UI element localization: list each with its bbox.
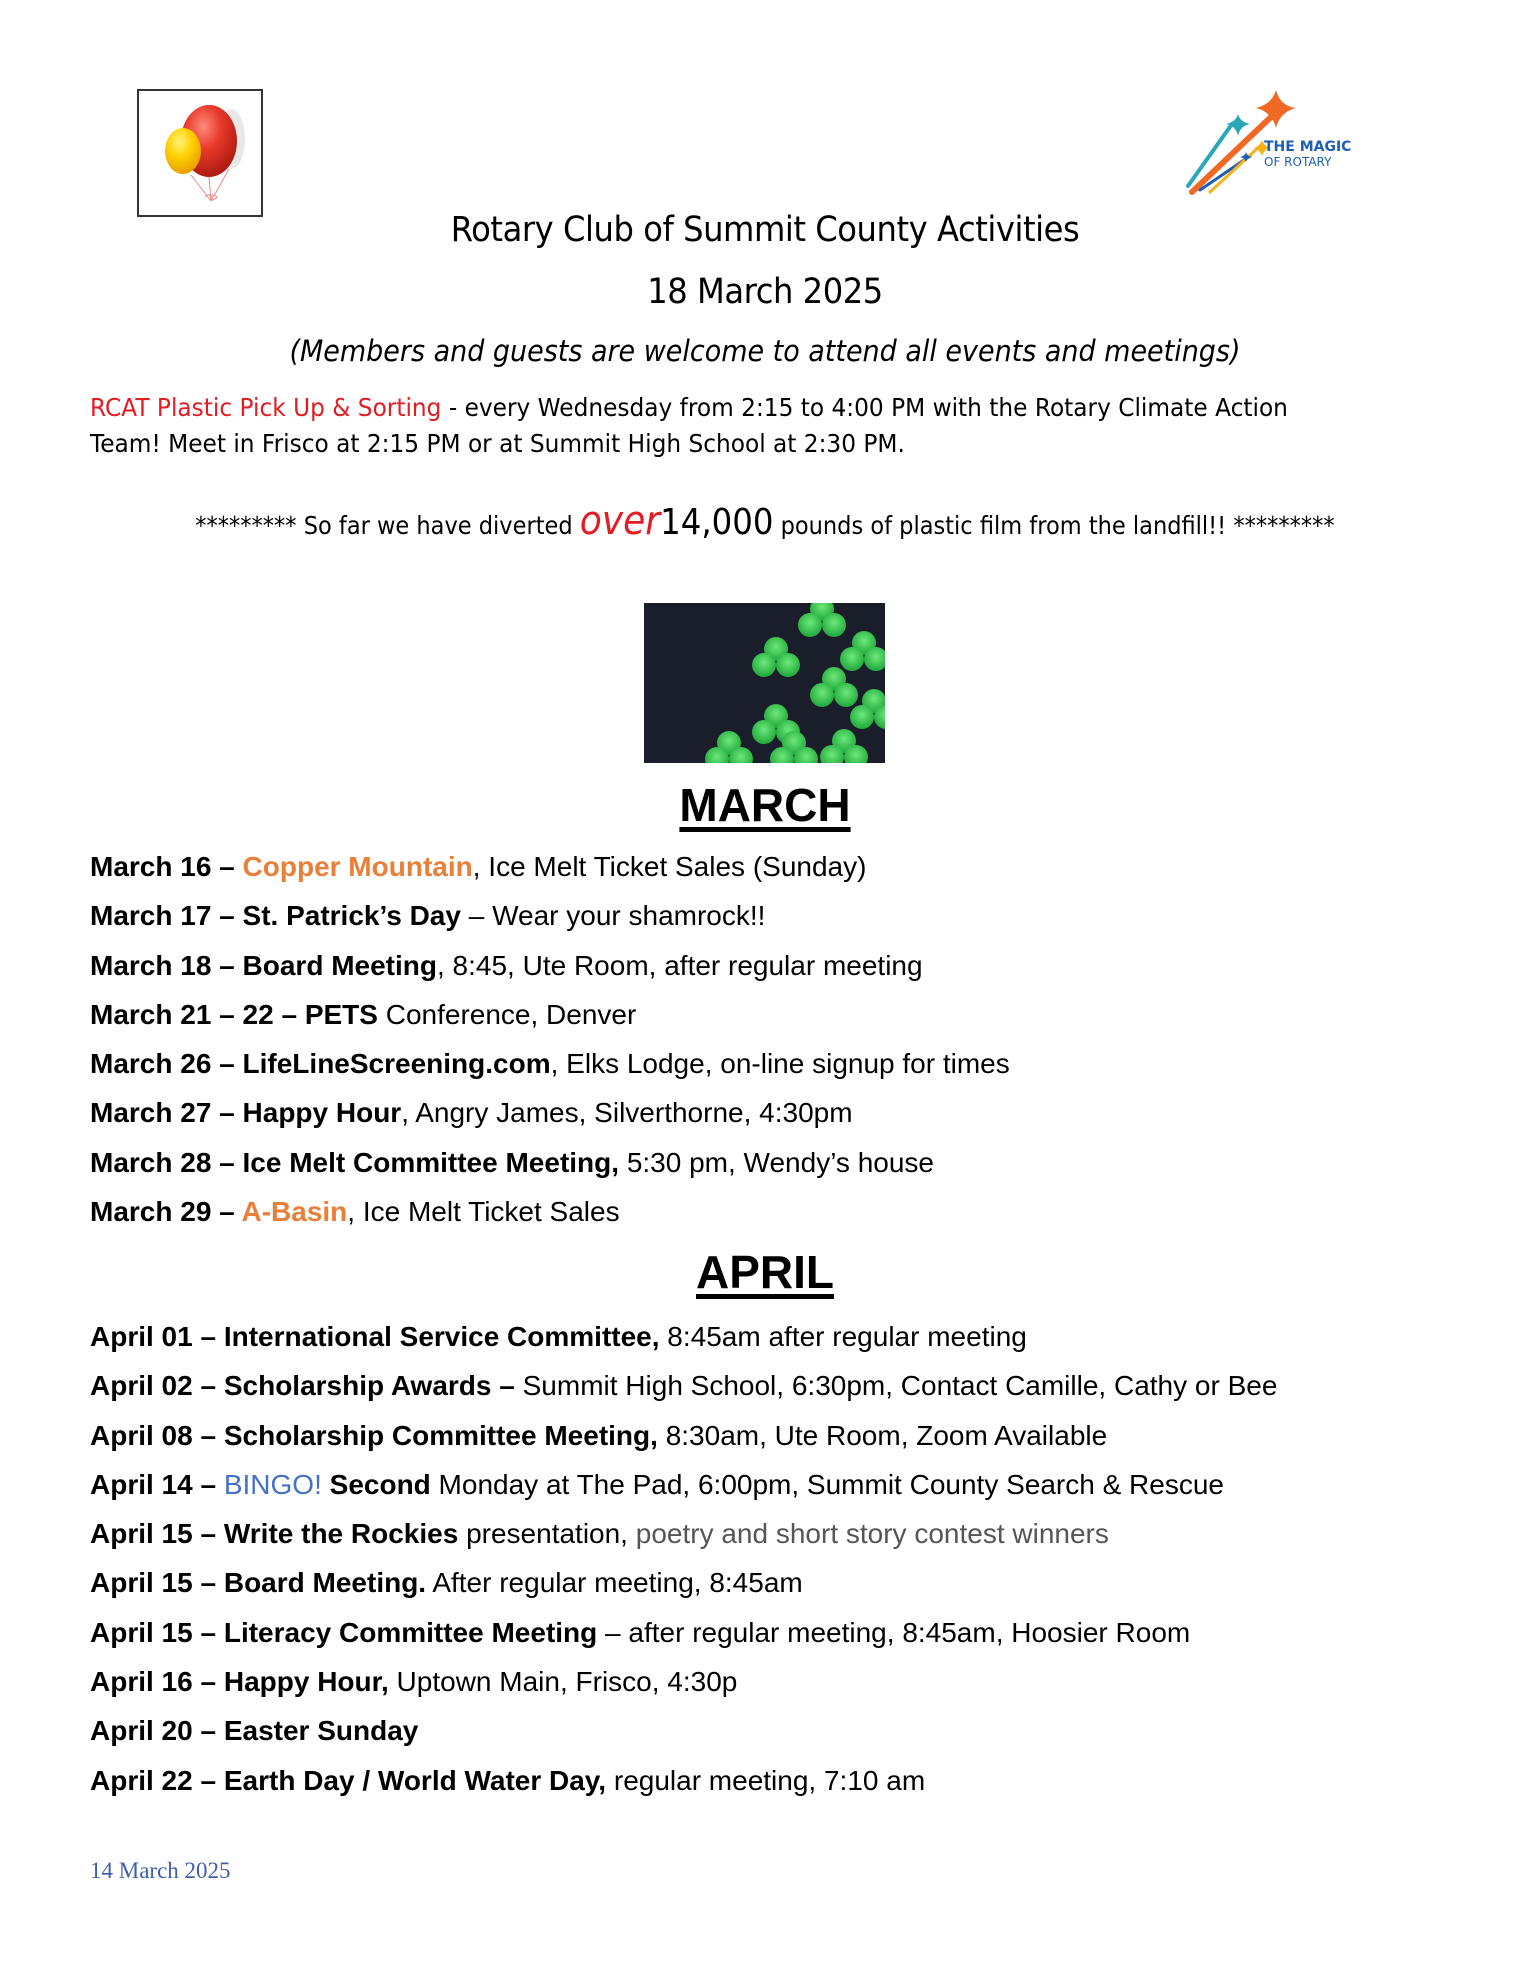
event-details: presentation, [458, 1518, 636, 1550]
event-date: March 29 – [90, 1196, 242, 1228]
plastic-diverted-banner [0, 498, 1530, 544]
logo-line2: OF ROTARY [1264, 155, 1332, 169]
event-details: 5:30 pm, Wendy’s house [619, 1146, 934, 1178]
event-details: , Ice Melt Ticket Sales (Sunday) [472, 851, 867, 882]
balloons-image [137, 89, 263, 217]
event-item [90, 1460, 1490, 1509]
event-title: Literacy Committee Meeting [223, 1616, 598, 1648]
event-title: Happy Hour, [223, 1666, 389, 1698]
event-bingo: BINGO! [223, 1468, 322, 1500]
event-item [90, 990, 1490, 1039]
logo-line1: THE MAGIC [1264, 139, 1352, 155]
event-title: Scholarship Awards – [223, 1370, 515, 1402]
event-date: March 21 – 22 – [90, 998, 305, 1030]
event-item [90, 891, 1490, 940]
event-details: regular meeting, 7:10 am [606, 1764, 926, 1796]
event-title: International Service Committee, [223, 1321, 660, 1352]
event-title: Board Meeting [242, 949, 437, 981]
event-title: Earth Day / World Water Day, [223, 1764, 607, 1796]
event-details: , Ice Melt Ticket Sales [347, 1196, 620, 1228]
footer-date: 14 March 2025 [90, 1858, 231, 1883]
april-event-list [90, 1312, 1490, 1805]
rcat-announcement [90, 390, 1373, 462]
event-date: March 26 – [90, 1048, 243, 1080]
event-title: Second [321, 1468, 431, 1500]
event-item [90, 1361, 1490, 1410]
event-details: Uptown Main, Frisco, 4:30p [388, 1666, 738, 1698]
event-item [90, 1411, 1490, 1460]
diverted-suffix: pounds of plastic film from the landfill!! ********* [773, 511, 1335, 540]
page-date: 18 March 2025 [647, 272, 883, 312]
event-item [90, 941, 1490, 990]
event-date: March 16 – [90, 851, 243, 882]
event-item [90, 1187, 1490, 1236]
event-title: LifeLineScreening.com [242, 1048, 551, 1080]
event-date: April 16 – [90, 1666, 224, 1698]
event-date: March 17 – [90, 900, 243, 932]
event-date: March 18 – [90, 949, 243, 981]
event-item [90, 842, 1490, 891]
event-item [90, 1039, 1490, 1088]
event-title: PETS [304, 998, 378, 1030]
diverted-prefix: ********* So far we have diverted [195, 511, 580, 540]
event-item [90, 1756, 1490, 1805]
event-item [90, 1657, 1490, 1706]
rcat-highlight: RCAT Plastic Pick Up & Sorting [90, 393, 442, 422]
event-details: After regular meeting, 8:45am [426, 1567, 803, 1599]
event-details: , 8:45, Ute Room, after regular meeting [437, 949, 923, 981]
event-title: Happy Hour [242, 1097, 402, 1129]
event-item [90, 1509, 1490, 1558]
page-subtitle: (Members and guests are welcome to attend all events and meetings) [289, 334, 1241, 368]
diverted-amount: 14,000 [660, 502, 774, 543]
event-date: April 14 – [90, 1468, 224, 1500]
event-note: poetry and short story contest winners [635, 1518, 1109, 1550]
event-title: Easter Sunday [223, 1715, 419, 1747]
event-title: Scholarship Committee Meeting, [223, 1419, 658, 1451]
event-details: – after regular meeting, 8:45am, Hoosier Room [597, 1616, 1191, 1648]
event-item [90, 1138, 1490, 1187]
event-date: April 02 – [90, 1370, 224, 1402]
shamrock-icon [644, 603, 885, 763]
event-date: March 27 – [90, 1097, 243, 1129]
event-title: Write the Rockies [223, 1518, 459, 1550]
event-item [90, 1088, 1490, 1137]
event-details: Conference, Denver [377, 998, 637, 1030]
event-location: A-Basin [241, 1196, 348, 1228]
rcat-line2: Team! Meet in Frisco at 2:15 PM or at Summit High School at 2:30 PM. [90, 429, 905, 458]
rcat-line1 [90, 390, 1373, 426]
event-date: April 15 – [90, 1616, 224, 1648]
event-details: , Angry James, Silverthorne, 4:30pm [401, 1097, 853, 1129]
event-item [90, 1312, 1490, 1361]
event-item [90, 1706, 1490, 1755]
april-heading: APRIL [696, 1246, 834, 1298]
event-title: Board Meeting. [223, 1567, 427, 1599]
magic-of-rotary-logo [1180, 86, 1380, 196]
event-location: Copper Mountain [242, 851, 473, 882]
event-title: St. Patrick’s Day [242, 900, 461, 932]
event-date: April 08 – [90, 1419, 224, 1451]
march-heading: MARCH [679, 779, 851, 831]
rcat-line1-text: - every Wednesday from 2:15 to 4:00 PM with the Rotary Climate Action [441, 393, 1288, 422]
event-item [90, 1608, 1490, 1657]
event-details: 8:30am, Ute Room, Zoom Available [657, 1419, 1108, 1451]
event-details: Summit High School, 6:30pm, Contact Camille, Cathy or Bee [514, 1370, 1278, 1402]
event-details: 8:45am after regular meeting [659, 1321, 1027, 1352]
event-details: Monday at The Pad, 6:00pm, Summit County Search & Rescue [430, 1468, 1224, 1500]
event-item [90, 1558, 1490, 1607]
diverted-over: over [579, 498, 661, 544]
page-title: Rotary Club of Summit County Activities [450, 210, 1080, 250]
event-date: April 15 – [90, 1567, 224, 1599]
march-event-list [90, 842, 1490, 1236]
event-date: April 20 – [90, 1715, 224, 1747]
event-date: April 01 – [90, 1321, 224, 1352]
balloons-icon [139, 91, 261, 215]
event-title: Ice Melt Committee Meeting, [242, 1146, 620, 1178]
shamrock-image [644, 603, 885, 763]
event-date: March 28 – [90, 1146, 243, 1178]
event-details: – Wear your shamrock!! [460, 900, 766, 932]
event-date: April 15 – [90, 1518, 224, 1550]
event-date: April 22 – [90, 1764, 224, 1796]
event-details: , Elks Lodge, on-line signup for times [550, 1048, 1010, 1080]
